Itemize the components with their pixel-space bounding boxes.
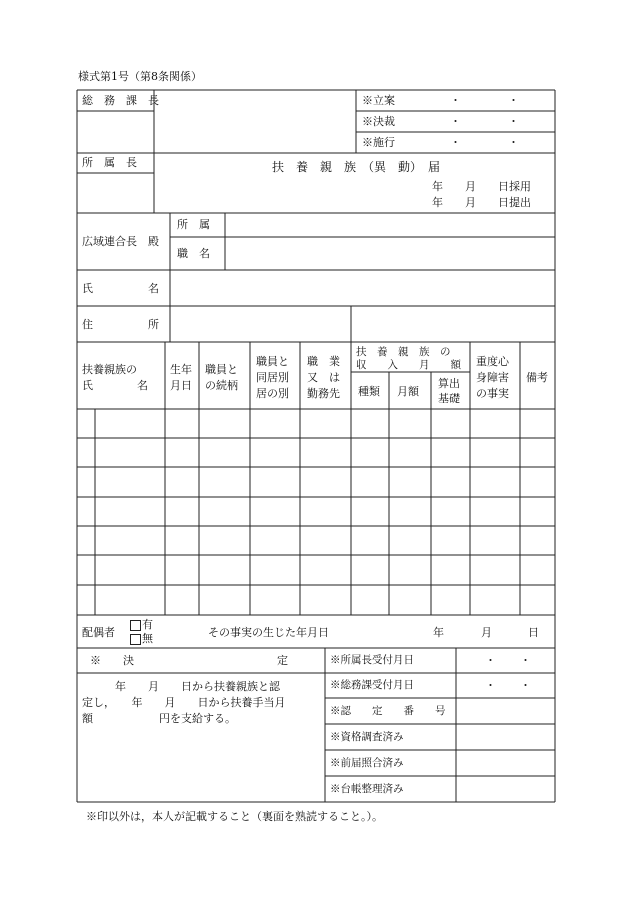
- addressee-name: 広域連合長 殿: [82, 235, 159, 248]
- somuka-uketsuke-label: ※総務課受付月日: [330, 679, 414, 691]
- spouse-no-checkbox[interactable]: [130, 633, 153, 645]
- decision-head: ※ 決 定: [90, 654, 288, 667]
- col-month: 月額: [397, 385, 419, 398]
- spouse-label: 配偶者: [82, 626, 115, 639]
- uketsuke-dot-2: ・: [520, 654, 531, 667]
- checkbox-icon: [130, 620, 141, 631]
- col-income-l1: 扶 養 親 族 の: [356, 346, 451, 358]
- col-basis-l1: 算出: [438, 377, 460, 390]
- kessai-date-dot-1: ・: [450, 115, 461, 128]
- nintei-bango-label: ※認 定 番 号: [330, 705, 446, 717]
- col-disab-l1: 重度心: [476, 355, 509, 368]
- col-income-l2: 収 入 月 額: [356, 359, 461, 371]
- shozokucho-uketsuke-label: ※所属長受付月日: [330, 654, 414, 666]
- col-res-l3: 居の別: [256, 387, 289, 400]
- fact-day: 日: [528, 626, 539, 639]
- shiko-label: ※施行: [362, 136, 395, 149]
- col-basis-l2: 基礎: [438, 392, 460, 405]
- shikaku-chosa-label: ※資格調査済み: [330, 731, 404, 743]
- somu-kacho-label: 総 務 課 長: [82, 94, 159, 107]
- somuka-dot-1: ・: [485, 679, 496, 692]
- form-number: 様式第1号（第8条関係）: [78, 70, 202, 83]
- col-job-l2: 又 は: [307, 371, 340, 384]
- ritsuan-date-dot-2: ・: [508, 94, 519, 107]
- date-hired: 年 月 日採用: [432, 180, 531, 193]
- shokumei-label: 職 名: [177, 247, 210, 260]
- fact-year: 年: [433, 626, 444, 639]
- uketsuke-dot-1: ・: [485, 654, 496, 667]
- col-disab-l2: 身障害: [476, 371, 509, 384]
- col-rel-l1: 職員と: [205, 363, 238, 376]
- shozoku-label: 所 属: [177, 218, 210, 231]
- fact-month: 月: [481, 626, 492, 639]
- spouse-yes-checkbox[interactable]: [130, 619, 153, 631]
- col-disab-l3: の事実: [476, 387, 509, 400]
- col-job-l3: 勤務先: [307, 387, 340, 400]
- form-title: 扶 養 親 族 （異 動） 届: [272, 160, 441, 174]
- shimei-label: 氏 名: [82, 282, 159, 295]
- jusho-label: 住 所: [82, 318, 159, 331]
- decision-line-3: 額 円を支給する。: [82, 712, 236, 725]
- col-res-l1: 職員と: [256, 355, 289, 368]
- ritsuan-date-dot-1: ・: [450, 94, 461, 107]
- zenso-shogo-label: ※前届照合済み: [330, 757, 404, 769]
- col-name-l2: 氏 名: [82, 379, 148, 392]
- col-note: 備考: [526, 371, 548, 384]
- ritsuan-label: ※立案: [362, 94, 395, 107]
- somuka-dot-2: ・: [520, 679, 531, 692]
- kessai-label: ※決裁: [362, 115, 395, 128]
- date-submitted: 年 月 日提出: [432, 196, 531, 209]
- spouse-no-label: 無: [142, 632, 153, 645]
- col-birth-l1: 生年: [170, 363, 192, 376]
- decision-line-1: 年 月 日から扶養親族と認: [115, 680, 280, 693]
- col-birth-l2: 月日: [170, 379, 192, 392]
- col-res-l2: 同居別: [256, 371, 289, 384]
- shozokucho-label: 所 属 長: [82, 156, 137, 169]
- kessai-date-dot-2: ・: [508, 115, 519, 128]
- col-rel-l2: の続柄: [205, 379, 238, 392]
- spouse-yes-label: 有: [142, 618, 153, 631]
- shiko-date-dot-2: ・: [508, 136, 519, 149]
- daicho-seiri-label: ※台帳整理済み: [330, 783, 404, 795]
- shiko-date-dot-1: ・: [450, 136, 461, 149]
- decision-line-2: 定し， 年 月 日から扶養手当月: [82, 696, 286, 709]
- footnote: ※印以外は，本人が記載すること（裏面を熟読すること。）。: [86, 810, 383, 823]
- fact-date-label: その事実の生じた年月日: [208, 626, 329, 639]
- checkbox-icon: [130, 634, 141, 645]
- col-job-l1: 職 業: [307, 355, 340, 368]
- col-name-l1: 扶養親族の: [82, 363, 137, 376]
- col-kind: 種類: [358, 385, 380, 398]
